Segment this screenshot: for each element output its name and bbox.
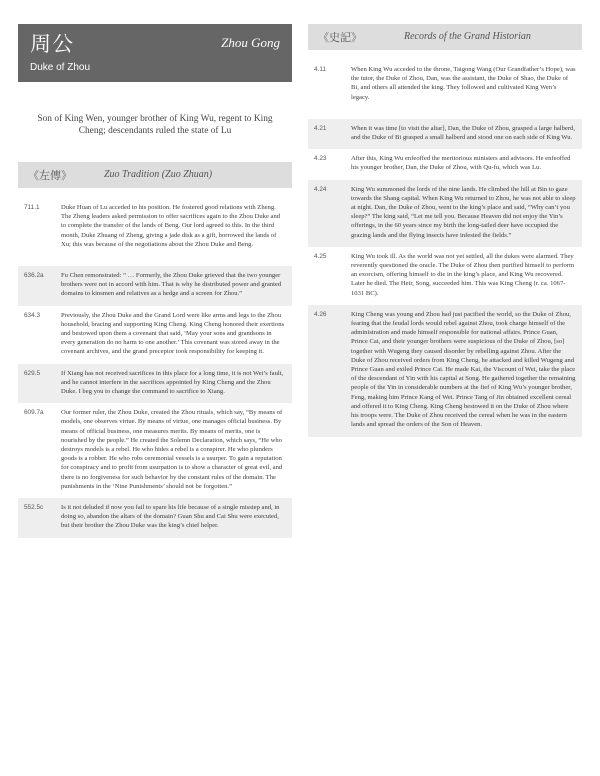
entry-text: After this, King Wu enfeoffed the meritorious ministers and advisors. He enfeoffed his younger brother, Dan, the Duke of Zhou, with Qu-fu, which was Lu. bbox=[351, 155, 571, 172]
zuo-entry-634-3 bbox=[18, 306, 292, 364]
entry-ref: 711.1 bbox=[24, 204, 40, 211]
person-description: Son of King Wen, younger brother of King Wu, regent to King Cheng; descendants ruled the state of Lu bbox=[37, 114, 273, 136]
chinese-name: 周公 bbox=[30, 32, 74, 56]
entry-text: Fu Chen remonstrated: “ … Formerly, the Zhou Duke grieved that the two younger brothers were not in accord with him. That is why he distributed power and granted domains to kinsmen and relatives as a hedge and a screen for Zhou.” bbox=[61, 272, 282, 298]
entry-text: Our former ruler, the Zhou Duke, created the Zhou rituals, which say, “By means of models, one observes virtue. By means of virtue, one manages official business. By means of official business, one measures merits. By means of merits, one is nourished by the people.” He created the Solemn Declaration, which says, “He who destroys models is a rebel. He who hides a rebel is a conspirer. He who plunders goods is a robber. He who robs ceremonial vessels is a usurper. To gain a reputation for conspiracy and to profit from usurpation is to show a character of great evil, and there is no forgiveness for such behavior by the constant rules of the domain. The punishments in the ‘Nine Punishments’ should not be forgotten.” bbox=[61, 409, 283, 490]
entry-text: When it was time [to visit the altar], Dan, the Duke of Zhou, grasped a large halberd, and the Duke of Bi grasped a small halberd and stood one on each side of King Wu. bbox=[351, 124, 575, 142]
entry-ref: 4.21 bbox=[314, 124, 327, 132]
entry-text: King Wu took ill. As the world was not yet settled, all the dukes were alarmed. They reverently questioned the oracle. The Duke of Zhou then purified himself to perform an exorcism, offering himself to die in the king’s place, and King Wu recovered. Later he died. The Heir, Song, succeeded him. This was King Cheng (r. ca. 1067-1031 BC). bbox=[351, 252, 575, 297]
entry-ref: 552.5c bbox=[24, 504, 44, 512]
zuo-entry-552-5c bbox=[18, 498, 292, 538]
entry-ref: 4.26 bbox=[314, 310, 327, 318]
shiji-entry-4-26 bbox=[308, 305, 582, 437]
entry-ref: 636.2a bbox=[24, 272, 44, 280]
shiji-title: Records of the Grand Historian bbox=[404, 31, 531, 42]
shiji-entry-4-23 bbox=[308, 149, 582, 179]
entry-text: King Wu summoned the lords of the nine lands. He climbed the hill at Bin to gaze towards the Shang capital. When King Wu returned to Zhou, he was not able to sleep at night. Dan, the Duke of Zhou, went to the king’s place and said, “Why can’t you sleep?” The king said, “Let me tell you. Because Heaven did not enjoy the Yin’s offerings, in the 60 years since my birth the long-tailed deer have occupied the grazing lands and the flying insects have infested the fields.” bbox=[351, 185, 576, 239]
shiji-chinese-title: 《史記》 bbox=[318, 31, 362, 44]
entry-ref: 4.23 bbox=[314, 155, 327, 163]
entry-ref: 4.11 bbox=[314, 66, 326, 73]
shiji-entry-4-11 bbox=[308, 60, 582, 109]
entry-text: King Cheng was young and Zhou had just pacified the world, so the Duke of Zhou, fearing that the feudal lords would rebel against Zhou, took charge himself of the administration and made himself responsible for national affairs. Prince Guan, Prince Cai, and their younger brothers were suspicious of the Duke of Zhou, [so] together with Wugeng they caused disorder by rebelling against Zhou. After the Duke of Zhou received orders from King Cheng, he attacked and killed Wugeng and Prince Guan and exiled Prince Cai. He made Kai, the Viscount of Wei, take the place of the descendant of Yin with his capital at Song. He gathered together the remaining people of the Yin in considerable numbers at the fief of King Wu’s younger brother, Feng, making him Prince Kang of Wei. Prince Tang of Jin obtained excellent cereal and offered it to King Cheng. King Cheng bestowed it on the Duke of Zhou where his troops were. The Duke of Zhou received the cereal when he was in the eastern lands and spread the orders of the Son of Heaven. bbox=[351, 310, 576, 429]
shiji-entry-4-21 bbox=[308, 119, 582, 149]
person-header bbox=[18, 24, 292, 82]
english-title: Zhou Gong bbox=[221, 35, 280, 50]
left-column bbox=[18, 24, 292, 538]
shiji-section-header bbox=[308, 24, 582, 50]
right-column bbox=[308, 24, 582, 437]
entry-ref: 4.25 bbox=[314, 252, 327, 260]
zuo-entry-636-2a bbox=[18, 266, 292, 306]
person-name: Duke of Zhou bbox=[30, 62, 91, 73]
zuo-entry-711-1 bbox=[18, 198, 292, 256]
entry-ref: 634.3 bbox=[24, 311, 40, 319]
entry-ref: 4.24 bbox=[314, 185, 327, 193]
entry-ref: 629.5 bbox=[24, 369, 40, 377]
zuo-chinese-title: 《左傳》 bbox=[28, 169, 72, 182]
zuo-entry-609-7a bbox=[18, 403, 292, 498]
shiji-entry-4-25 bbox=[308, 247, 582, 305]
zuo-title: Zuo Tradition (Zuo Zhuan) bbox=[104, 169, 213, 180]
shiji-entry-4-24 bbox=[308, 180, 582, 247]
entry-text: Is it not deluded if now you fail to spare his life because of a single misstep and, in doing so, abandon the altars of the domain? Guan Shu and Cai Shu were executed, but their brother the Zhou Duke was the king’s chief helper. bbox=[61, 504, 280, 530]
zuo-entry-629-5 bbox=[18, 364, 292, 404]
entry-text: Previously, the Zhou Duke and the Grand Lord were like arms and legs to the Zhou household, bracing and supporting King Cheng. King Cheng honored their exertions and bestowed upon them a covenant that said, ‘May your sons and grandsons in every generation do no harm to one another.’ This covenant was stored away in the covenant archives, and the grand preceptor took responsibility for keeping it. bbox=[61, 311, 285, 356]
zuo-section-header bbox=[18, 162, 292, 188]
entry-ref: 609.7a bbox=[24, 409, 44, 417]
entry-text: If Xiang has not received sacrifices in this place for a long time, it is not Wei’s fault, and he cannot interfere in the sacrifices appointed by King Cheng and the Zhou Duke. I beg you to change the command to sacrifice to Xiang. bbox=[61, 369, 284, 396]
entry-text: Duke Huan of Lu acceded to his position. He fostered good relations with Zheng. The Zheng leaders asked permission to offer sacrifices again to the Zhou Duke and to complete the transfer of the lands of Beng. Our lord agreed to this. In the third month, Duke Zhuang of Zheng, giving a jade disk as a gift, borrowed the lands of Xu; this was because of the negotiations about the Zhou Duke and Beng. bbox=[61, 204, 281, 248]
entry-text: When King Wu acceded to the throne, Taigong Wang (Our Grandfather’s Hope), was the tutor, the Duke of Zhou, Dan, was the assistant, the Duke of Shao, the Duke of Bi, and others all attended the king. They followed and cultivated King Wen’s legacy. bbox=[351, 66, 576, 101]
